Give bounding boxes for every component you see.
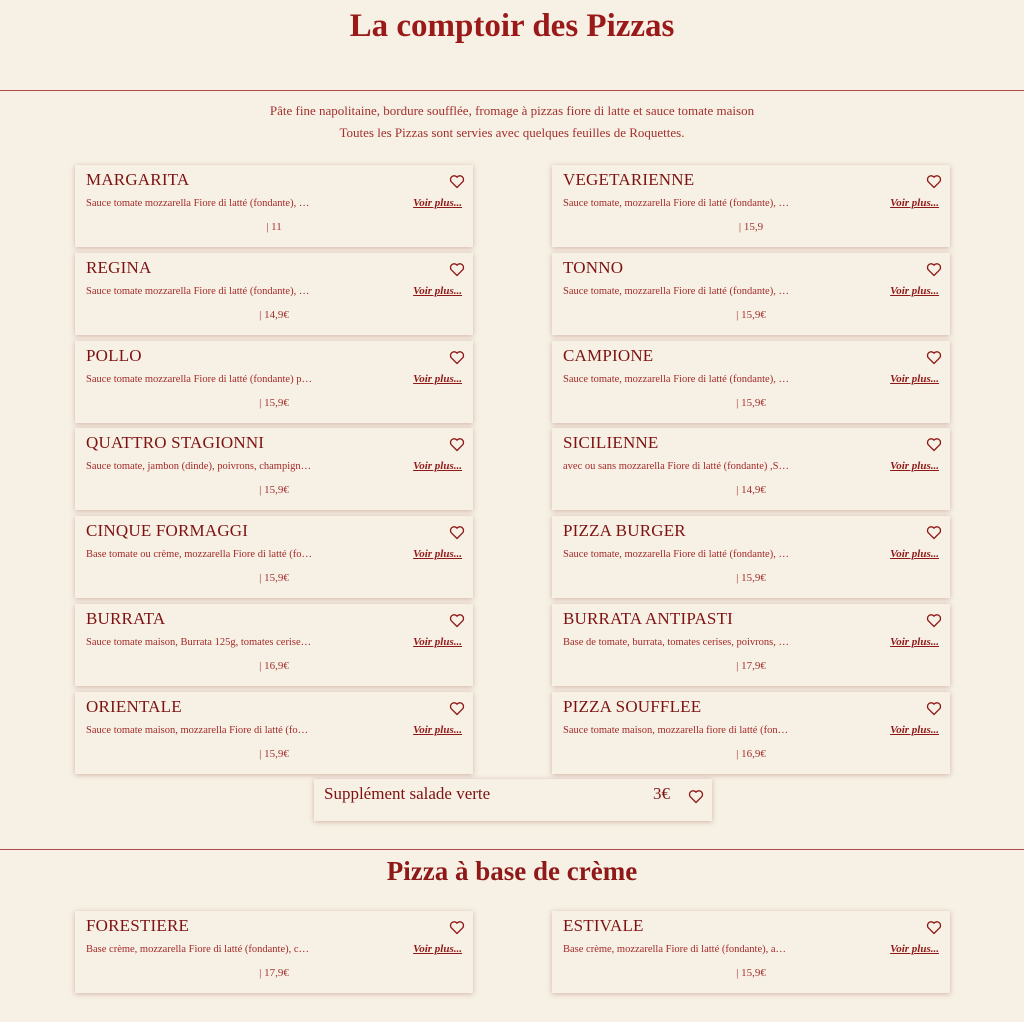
pizza-price: | 15,9: [738, 221, 764, 233]
pizza-card[interactable]: [75, 692, 473, 774]
pizza-price: | 17,9€: [259, 967, 289, 979]
heart-icon[interactable]: [926, 613, 942, 628]
pizza-name: POLLO: [86, 346, 142, 365]
pizza-price: | 15,9€: [259, 572, 289, 584]
heart-icon[interactable]: [926, 174, 942, 189]
supplement-price: 3€: [653, 784, 670, 803]
pizza-description: Sauce tomate mozzarella Fiore di latté (fondante), …: [86, 286, 310, 297]
pizza-card[interactable]: [75, 341, 473, 423]
pizza-card[interactable]: [552, 692, 950, 774]
pizza-name: ORIENTALE: [86, 697, 182, 716]
see-more-link[interactable]: Voir plus...: [413, 197, 462, 209]
pizza-price: | 15,9€: [259, 484, 289, 496]
see-more-link[interactable]: Voir plus...: [890, 636, 939, 648]
pizza-name: MARGARITA: [86, 170, 190, 189]
pizza-description: Base tomate ou crème, mozzarella Fiore di latté (fo…: [86, 549, 312, 560]
intro: [0, 100, 1024, 144]
pizza-card[interactable]: [75, 165, 473, 247]
intro-line-1: Pâte fine napolitaine, bordure soufflée, fromage à pizzas fiore di latte et sauce tomate maison: [269, 103, 755, 118]
divider: [0, 849, 1024, 850]
heart-icon[interactable]: [449, 350, 465, 365]
supplement-card[interactable]: [314, 779, 712, 821]
pizza-name: BURRATA ANTIPASTI: [563, 609, 734, 628]
pizza-price: | 16,9€: [736, 748, 766, 760]
heart-icon[interactable]: [688, 789, 704, 804]
pizza-name: BURRATA: [86, 609, 166, 628]
pizza-price: | 15,9€: [736, 309, 766, 321]
pizza-price: | 11: [266, 221, 282, 233]
pizza-card[interactable]: [552, 428, 950, 510]
pizza-price: | 17,9€: [736, 660, 766, 672]
pizza-price: | 14,9€: [259, 309, 289, 321]
see-more-link[interactable]: Voir plus...: [413, 548, 462, 560]
pizza-card[interactable]: [552, 165, 950, 247]
pizza-description: Sauce tomate mozzarella Fiore di latté (fondante), …: [86, 198, 310, 209]
pizza-name: VEGETARIENNE: [563, 170, 695, 189]
pizza-name: FORESTIERE: [86, 916, 190, 935]
heart-icon[interactable]: [926, 262, 942, 277]
pizza-name: ESTIVALE: [563, 916, 644, 935]
pizza-description: Sauce tomate maison, mozzarella Fiore di latté (fo…: [86, 725, 309, 736]
see-more-link[interactable]: Voir plus...: [890, 197, 939, 209]
see-more-link[interactable]: Voir plus...: [413, 373, 462, 385]
pizza-card[interactable]: [75, 911, 473, 993]
pizza-name: TONNO: [563, 258, 624, 277]
see-more-link[interactable]: Voir plus...: [890, 548, 939, 560]
heart-icon[interactable]: [926, 525, 942, 540]
intro-line-2: Toutes les Pizzas sont servies avec quelques feuilles de Roquettes.: [339, 125, 685, 140]
pizza-description: Sauce tomate, mozzarella Fiore di latté (fondante), …: [563, 549, 789, 560]
heart-icon[interactable]: [449, 701, 465, 716]
pizza-card[interactable]: [552, 253, 950, 335]
heart-icon[interactable]: [926, 350, 942, 365]
pizza-price: | 16,9€: [259, 660, 289, 672]
page-title: La comptoir des Pizzas: [349, 8, 675, 44]
heart-icon[interactable]: [449, 613, 465, 628]
pizza-name: REGINA: [86, 258, 152, 277]
see-more-link[interactable]: Voir plus...: [413, 636, 462, 648]
pizza-description: Base crème, mozzarella Fiore di latté (fondante), a…: [563, 944, 787, 955]
see-more-link[interactable]: Voir plus...: [890, 460, 939, 472]
pizza-card[interactable]: [75, 428, 473, 510]
pizza-description: Sauce tomate, jambon (dinde), poivrons, champign…: [86, 461, 312, 472]
pizza-card[interactable]: [552, 911, 950, 993]
see-more-link[interactable]: Voir plus...: [413, 285, 462, 297]
pizza-name: SICILIENNE: [563, 433, 659, 452]
pizza-card[interactable]: [75, 516, 473, 598]
pizza-name: PIZZA SOUFFLEE: [563, 697, 702, 716]
pizza-description: Sauce tomate maison, mozzarella fiore di latté (fon…: [563, 725, 789, 736]
pizza-name: PIZZA BURGER: [563, 521, 686, 540]
heart-icon[interactable]: [449, 262, 465, 277]
pizza-card[interactable]: [552, 341, 950, 423]
pizza-description: avec ou sans mozzarella Fiore di latté (fondante) ,S…: [563, 461, 789, 472]
supplement-name: Supplément salade verte: [324, 784, 491, 803]
heart-icon[interactable]: [926, 920, 942, 935]
pizza-description: Base de tomate, burrata, tomates cerises, poivrons, …: [563, 637, 789, 648]
pizza-name: QUATTRO STAGIONNI: [86, 433, 265, 452]
pizza-price: | 15,9€: [736, 572, 766, 584]
pizza-description: Sauce tomate mozzarella Fiore di latté (fondante) p…: [86, 374, 312, 385]
see-more-link[interactable]: Voir plus...: [890, 943, 939, 955]
pizza-description: Sauce tomate, mozzarella Fiore di latté (fondante), …: [563, 374, 789, 385]
see-more-link[interactable]: Voir plus...: [413, 724, 462, 736]
heart-icon[interactable]: [449, 525, 465, 540]
pizza-price: | 14,9€: [736, 484, 766, 496]
see-more-link[interactable]: Voir plus...: [890, 373, 939, 385]
divider: [0, 90, 1024, 91]
pizza-card[interactable]: [552, 604, 950, 686]
pizza-price: | 15,9€: [736, 397, 766, 409]
pizza-price: | 15,9€: [259, 397, 289, 409]
pizza-name: CINQUE FORMAGGI: [86, 521, 249, 540]
see-more-link[interactable]: Voir plus...: [413, 943, 462, 955]
pizza-card[interactable]: [75, 604, 473, 686]
heart-icon[interactable]: [926, 437, 942, 452]
heart-icon[interactable]: [449, 920, 465, 935]
see-more-link[interactable]: Voir plus...: [413, 460, 462, 472]
pizza-card[interactable]: [552, 516, 950, 598]
pizza-price: | 15,9€: [736, 967, 766, 979]
pizza-card[interactable]: [75, 253, 473, 335]
pizza-description: Sauce tomate maison, Burrata 125g, tomates cerise…: [86, 637, 312, 648]
see-more-link[interactable]: Voir plus...: [890, 285, 939, 297]
see-more-link[interactable]: Voir plus...: [890, 724, 939, 736]
pizza-price: | 15,9€: [259, 748, 289, 760]
heart-icon[interactable]: [449, 437, 465, 452]
pizza-description: Base crème, mozzarella Fiore di latté (fondante), c…: [86, 944, 310, 955]
heart-icon[interactable]: [926, 701, 942, 716]
pizza-description: Sauce tomate, mozzarella Fiore di latté (fondante), …: [563, 198, 789, 209]
pizza-description: Sauce tomate, mozzarella Fiore di latté (fondante), …: [563, 286, 789, 297]
heart-icon[interactable]: [449, 174, 465, 189]
pizza-name: CAMPIONE: [563, 346, 654, 365]
section-title: Pizza à base de crème: [386, 856, 638, 886]
